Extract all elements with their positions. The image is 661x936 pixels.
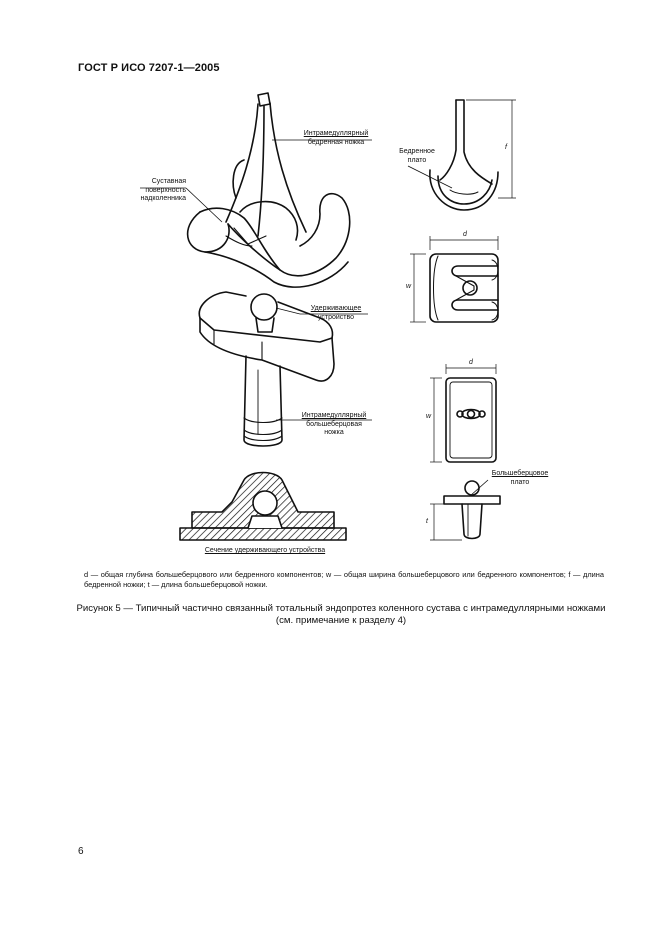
femoral-plate-label [392,148,442,165]
tibial-stem-label [294,412,374,438]
tibial-side-view-drawing [444,481,500,539]
tibial-top-view-drawing [446,378,496,462]
articular-surface-label-line1: Суставная [151,178,186,185]
dim-t-tibial: t [426,518,428,525]
tibial-plate-label-line1: Большеберцовое [491,470,549,477]
figure-legend: d — общая глубина большеберцового или бедренного компонентов; w — общая ширина большеберцового или бедренного компонентов; f — длина бедренной ножки; t — длина большеберцовой ножки. [84,570,604,589]
dim-w-tibial: w [426,413,432,420]
femoral-plate-label-line1: Бедренное [399,148,435,155]
tibial-plate-label [484,470,556,487]
retaining-device-section-drawing [180,473,346,541]
page-number: 6 [78,846,84,857]
tibial-stem-label-line1: Интрамедуллярный [301,412,367,419]
dim-d-femoral: d [463,231,467,238]
femoral-stem-label-line2: бедренная ножка [307,138,365,146]
femoral-top-view-drawing [430,254,498,322]
femoral-component-drawing [188,93,350,287]
figure-caption: Рисунок 5 — Типичный частично связанный тотальный эндопротез коленного сустава с интрамедуллярными ножками (см. примечание к разделу 4) [76,603,606,626]
retaining-device-label-line2: устройство [317,313,355,321]
femoral-stem-label [296,130,376,147]
dim-f-femoral: f [505,144,507,151]
tibial-stem-label-line3: ножка [324,429,344,436]
articular-surface-label-line3: надколенника [140,195,186,202]
section-label: Сечение удерживающего устройства [204,547,326,554]
retaining-device-label-line1: Удерживающее [310,305,362,312]
standard-header: ГОСТ Р ИСО 7207-1—2005 [78,62,220,74]
femoral-stem-label-line1: Интрамедуллярный [303,130,369,137]
tibial-plate-label-line2: плато [510,478,530,486]
dim-d-tibial: d [469,359,473,366]
retaining-device-label [300,305,372,322]
femoral-plate-label-line2: плато [407,156,427,164]
dim-w-femoral: w [406,283,412,290]
articular-surface-label [118,178,186,204]
articular-surface-label-line2: поверхность [145,186,186,194]
tibial-stem-label-line2: большеберцовая [306,420,362,428]
